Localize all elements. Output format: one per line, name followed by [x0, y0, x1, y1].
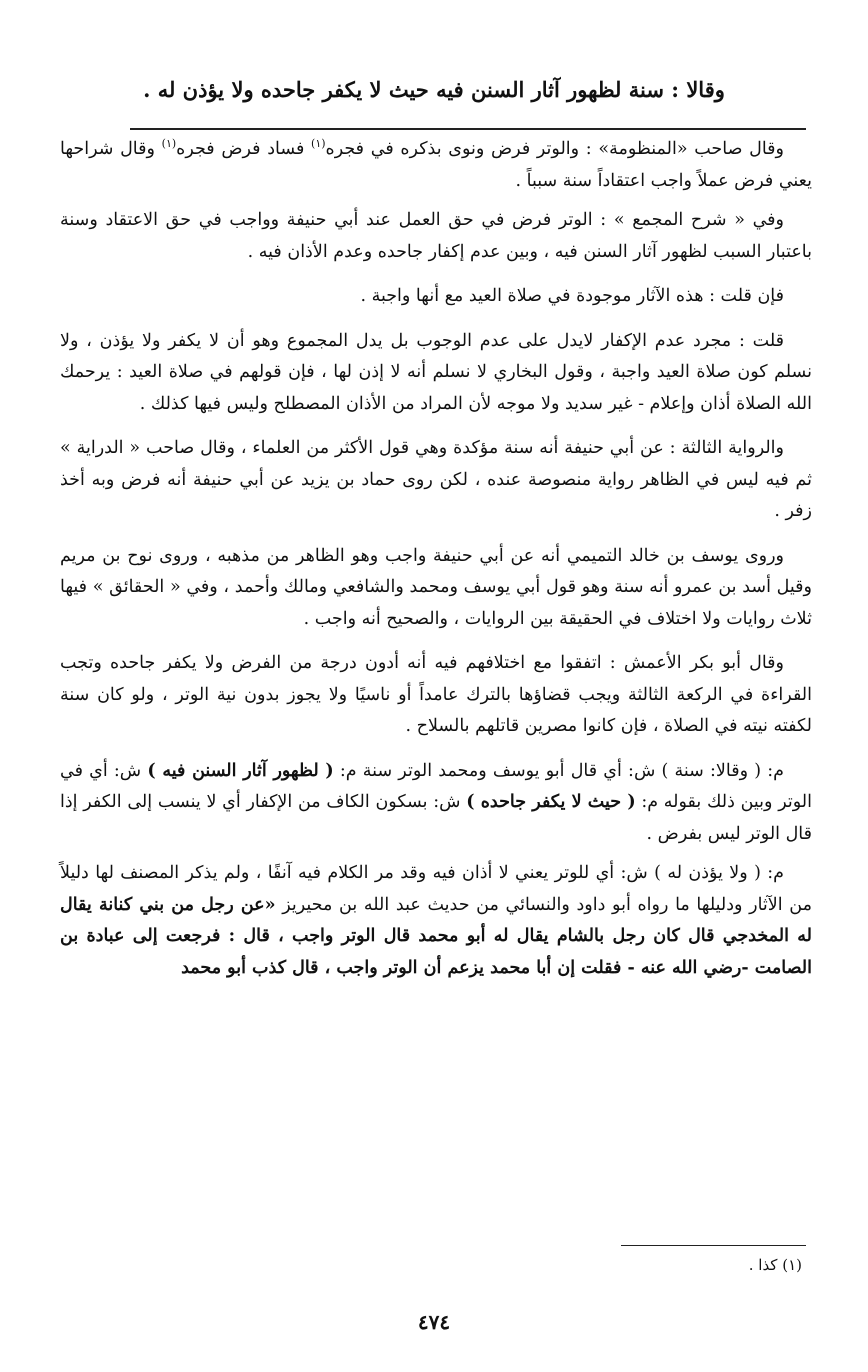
page-number: ٤٧٤: [417, 1310, 451, 1334]
footnote: (١) كذا .: [748, 1256, 802, 1274]
paragraph-9: [60, 858, 812, 984]
paragraph-8-part-c: ش: بسكون الكاف من الإكفار أي لا ينسب إلى الكفر إذا قال الوتر ليس بفرض .: [60, 792, 812, 844]
paragraph-3: فإن قلت : هذه الآثار موجودة في صلاة العيد مع أنها واجبة .: [360, 286, 784, 306]
paragraph-9-part-a: م: ( ولا يؤذن له ) ش: أي للوتر يعني لا أذان فيه وقد مر الكلام فيه آنفًا ، ولم يذكر المصنف لها دليلاً من الآثار ودليلها ما رواه أبو داود والنسائي من حديث عبد الله بن محيريز: [60, 863, 812, 915]
header-divider: [130, 128, 806, 130]
paragraph-8-part-b: ش: أي في الوتر وبين ذلك بقوله م:: [60, 760, 812, 812]
paragraph-2: وفي « شرح المجمع » : الوتر فرض في حق العمل عند أبي حنيفة وواجب في حق الاعتقاد وسنة باعتبار السبب لظهور آثار السنن فيه ، وبين عدم إكفار جاحده وعدم الأذان فيه .: [60, 210, 812, 262]
footnote-marker-1: (١): [311, 137, 326, 151]
paragraph-1-part-c: وقال شراحها يعني فرض عملاً واجب اعتقاداً سنة سبباً .: [60, 139, 812, 191]
page-body: [60, 134, 812, 997]
paragraph-1: [60, 134, 812, 197]
paragraph-8-part-a: م: ( وقالا: سنة ) ش: أي قال أبو يوسف ومحمد الوتر سنة م:: [333, 760, 784, 781]
paragraph-9-hadith: «عن رجل من بني كنانة يقال له المخدجي قال كان رجل بالشام يقال له أبو محمد قال الوتر واجب ، قال : فرجعت إلى عبادة بن الصامت -رضي الله عنه - فقلت إن أبا محمد يزعم أن الوتر واجب ، قال كذب أبو محمد: [60, 894, 812, 978]
paragraph-8-quote-2: ( حيث لا يكفر جاحده ): [466, 792, 636, 812]
paragraph-4: قلت : مجرد عدم الإكفار لايدل على عدم الوجوب بل يدل المجموع وهو أن لا يكفر ولا يؤذن ، ولا نسلم كون صلاة العيد واجبة ، وقول البخاري لا نسلم أنه لا إذن لها ، فإن قولهم في صلاة العيد : يرحمك الله الصلاة أذان وإعلام - غير سديد ولا موجه لأن المراد من الأذان المصطلح وليس فيها كذلك .: [60, 330, 812, 414]
paragraph-8-quote-1: ( لظهور آثار السنن فيه ): [147, 760, 334, 781]
paragraph-1-part-b: فساد فرض فجره: [176, 139, 312, 159]
paragraph-5: والرواية الثالثة : عن أبي حنيفة أنه سنة مؤكدة وهي قول الأكثر من العلماء ، وقال صاحب « الدراية » ثم فيه ليس في الظاهر رواية منصوصة عنده ، لكن روى حماد بن يزيد عن أبي حنيفة أنه فرض وبه أخذ زفر .: [60, 438, 812, 521]
paragraph-6: وروى يوسف بن خالد التميمي أنه عن أبي حنيفة واجب وهو الظاهر من مذهبه ، وروى نوح بن مريم وقيل أسد بن عمرو أنه سنة وهو قول أبي يوسف ومحمد والشافعي ومالك وأحمد ، وفي « الحقائق » فيها ثلاث روايات ولا اختلاف في الحقيقة بين الروايات ، والصحيح أنه واجب .: [60, 545, 812, 629]
paragraph-8: [60, 756, 812, 851]
page-header: وقالا : سنة لظهور آثار السنن فيه حيث لا يكفر جاحده ولا يؤذن له .: [143, 77, 725, 102]
footnote-marker-2: (١): [161, 137, 177, 151]
paragraph-1-part-a: وقال صاحب «المنظومة» : والوتر فرض ونوى بذكره في فجره: [325, 139, 784, 159]
paragraph-7: وقال أبو بكر الأعمش : اتفقوا مع اختلافهم فيه أنه أدون درجة من الفرض ولا يكفر جاحده وتجب القراءة في الركعة الثالثة ويجب قضاؤها بالترك عامداً أو ناسيًا ولا يجوز بدون نية الوتر ، ولو كان سنة لكفته نيته في الصلاة ، فإن كانوا مصرين قاتلهم بالسلاح .: [60, 653, 812, 736]
footnote-divider: [621, 1245, 806, 1246]
